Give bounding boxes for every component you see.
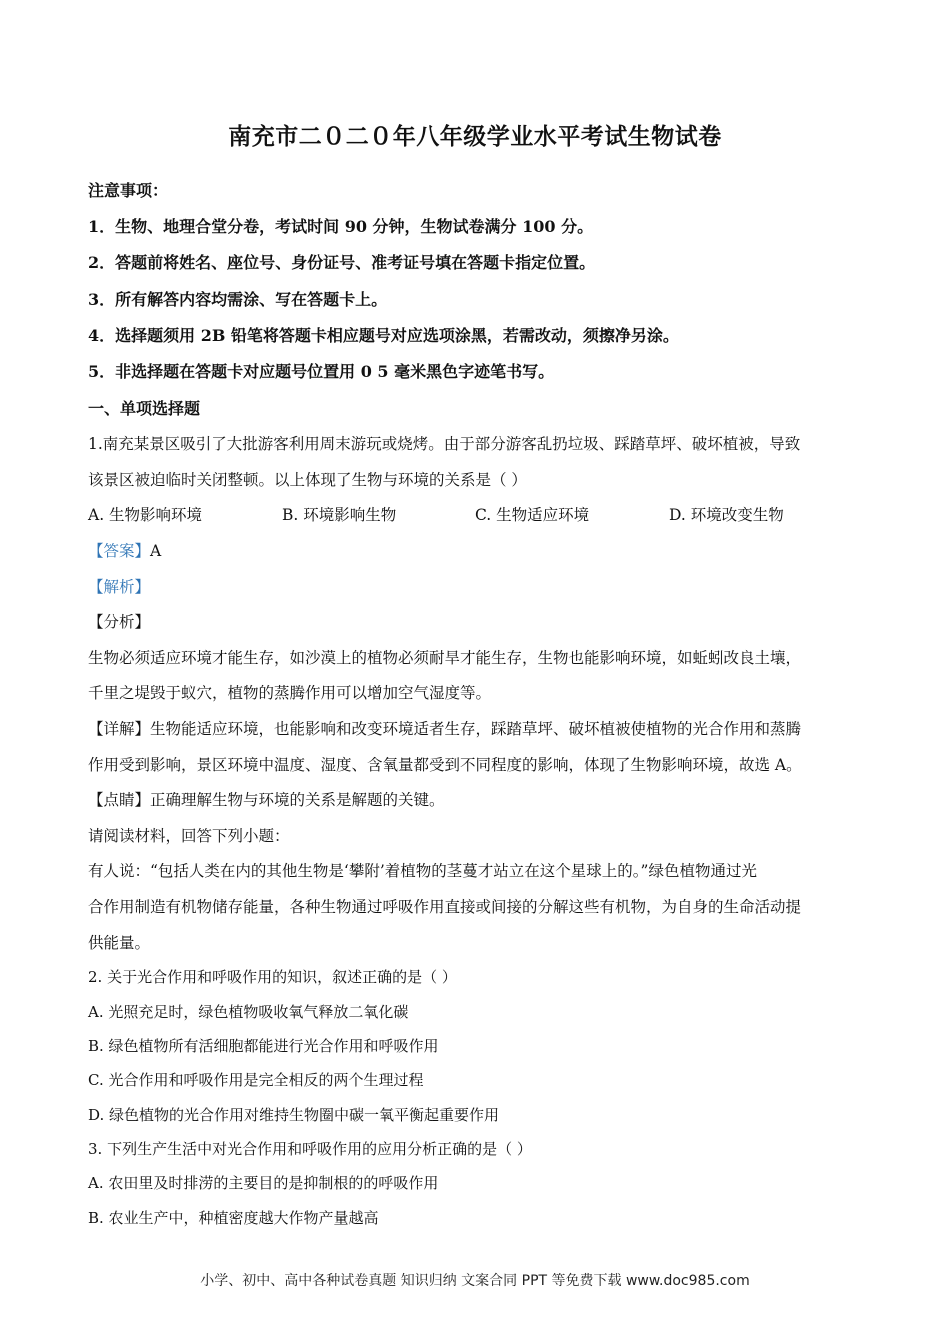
q2-option-a: A. 光照充足时，绿色植物吸收氧气释放二氧化碳 <box>88 1003 409 1021</box>
material-intro: 请阅读材料，回答下列小题： <box>88 827 290 845</box>
q3-option-a: A. 农田里及时排涝的主要目的是抑制根的的呼吸作用 <box>88 1174 439 1192</box>
answer-tag: 【答案】 <box>88 542 151 560</box>
q2-option-d: D. 绿色植物的光合作用对维持生物圈中碳一氧平衡起重要作用 <box>88 1106 500 1124</box>
q3-stem: 3. 下列生产生活中对光合作用和呼吸作用的应用分析正确的是（ ） <box>88 1140 532 1158</box>
material-line-1: 有人说：“包括人类在内的其他生物是‘攀附’着植物的茎蔓才站立在这个星球上的。”绿色植物通过光 <box>88 862 757 880</box>
fenxi-line-1: 生物必须适应环境才能生存，如沙漠上的植物必须耐旱才能生存，生物也能影响环境，如蚯蚓改良土壤， <box>88 649 802 667</box>
q1-answer <box>88 539 870 561</box>
fenxi-tag: 【分析】 <box>88 613 151 631</box>
q2-option-c: C. 光合作用和呼吸作用是完全相反的两个生理过程 <box>88 1071 424 1089</box>
q1-stem-line-2: 该景区被迫临时关闭整顿。以上体现了生物与环境的关系是（ ） <box>88 471 527 489</box>
dianjing-text: 正确理解生物与环境的关系是解题的关键。 <box>150 791 445 809</box>
q1-option-b: B. 环境影响生物 <box>282 506 397 524</box>
notice-item-3: 3．所有解答内容均需涂、写在答题卡上。 <box>88 290 388 309</box>
q1-option-a: A. 生物影响环境 <box>88 506 203 524</box>
section-heading: 一、单项选择题 <box>88 399 201 418</box>
notice-item-5: 5．非选择题在答题卡对应题号位置用 0 5 毫米黑色字迹笔书写。 <box>88 362 555 381</box>
page-title: 南充市二０二０年八年级学业水平考试生物试卷 <box>228 123 722 150</box>
notice-heading: 注意事项： <box>88 181 169 200</box>
analysis-tag: 【解析】 <box>88 578 151 596</box>
footer-ad: 小学、初中、高中各种试卷真题 知识归纳 文案合同 PPT 等免费下载 www.doc985.com <box>200 1273 750 1289</box>
dianjing-line <box>88 788 870 810</box>
q2-stem: 2. 关于光合作用和呼吸作用的知识，叙述正确的是（ ） <box>88 968 457 986</box>
notice-item-4: 4．选择题须用 2B 铅笔将答题卡相应题号对应选项涂黑，若需改动，须擦净另涂。 <box>88 326 679 345</box>
detail-tag: 【详解】 <box>88 720 151 738</box>
detail-text: 生物能适应环境，也能影响和改变环境适者生存，踩踏草坪、破坏植被使植物的光合作用和蒸腾 <box>150 720 802 738</box>
detail-line-2: 作用受到影响，景区环境中温度、湿度、含氧量都受到不同程度的影响，体现了生物影响环境，故选 A。 <box>88 756 802 774</box>
q1-option-d: D. 环境改变生物 <box>669 506 784 524</box>
q1-stem-line-1: 1.南充某景区吸引了大批游客利用周末游玩或烧烤。由于部分游客乱扔垃圾、踩踏草坪、破坏植被，导致 <box>88 435 801 453</box>
dianjing-tag: 【点睛】 <box>88 791 151 809</box>
q3-option-b: B. 农业生产中，种植密度越大作物产量越高 <box>88 1209 379 1227</box>
fenxi-line-2: 千里之堤毁于蚁穴，植物的蒸腾作用可以增加空气湿度等。 <box>88 684 492 702</box>
material-line-3: 供能量。 <box>88 934 151 952</box>
answer-value: A <box>150 542 162 560</box>
material-line-2: 合作用制造有机物储存能量，各种生物通过呼吸作用直接或间接的分解这些有机物，为自身的生命活动提 <box>88 898 802 916</box>
q1-option-c: C. 生物适应环境 <box>475 506 590 524</box>
notice-item-1: 1．生物、地理合堂分卷，考试时间 90 分钟，生物试卷满分 100 分。 <box>88 217 594 236</box>
q2-option-b: B. 绿色植物所有活细胞都能进行光合作用和呼吸作用 <box>88 1037 439 1055</box>
detail-line-1 <box>88 717 870 739</box>
notice-item-2: 2．答题前将姓名、座位号、身份证号、准考证号填在答题卡指定位置。 <box>88 253 596 272</box>
